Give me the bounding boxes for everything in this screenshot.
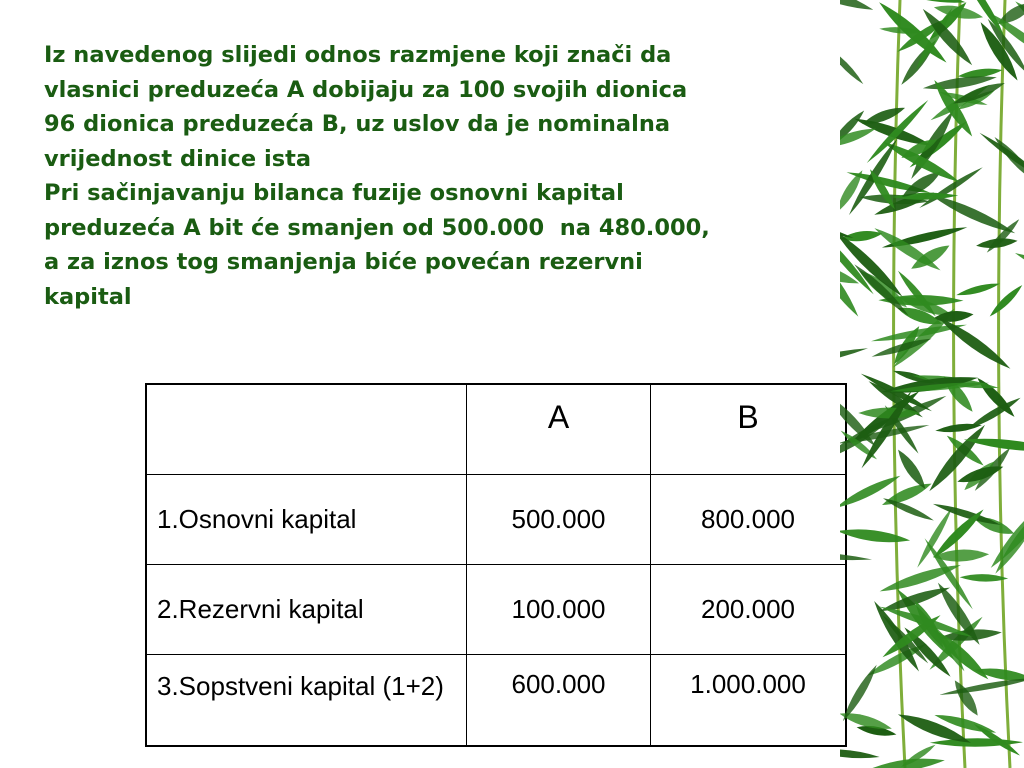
bamboo-leaf bbox=[897, 0, 966, 6]
heading-line: 96 dionica preduzeća B, uz uslov da je nominalna bbox=[44, 111, 671, 137]
heading-line: Pri sačinjavanju bilanca fuzije osnovni kapital bbox=[44, 180, 624, 206]
table-row bbox=[146, 564, 846, 654]
bamboo-leaf bbox=[872, 224, 944, 275]
bamboo-leaf bbox=[840, 0, 875, 15]
header-cell-b: B bbox=[651, 384, 847, 474]
value-a: 600.000 bbox=[467, 654, 651, 746]
bamboo-leaf bbox=[1013, 249, 1024, 291]
bamboo-leaf bbox=[950, 677, 982, 718]
heading-line: a za iznos tog smanjenja biće povećan rezervni bbox=[44, 249, 643, 275]
bamboo-leaf bbox=[840, 526, 911, 546]
row-label: 1.Osnovni kapital bbox=[146, 474, 467, 564]
header-cell-empty bbox=[146, 384, 467, 474]
row-label: 2.Rezervni kapital bbox=[146, 564, 467, 654]
value-b: 800.000 bbox=[651, 474, 847, 564]
table-header-row bbox=[146, 384, 846, 474]
heading-line: vrijednost dinice ista bbox=[44, 145, 312, 172]
bamboo-stem bbox=[999, 0, 1010, 768]
bamboo-leaf bbox=[840, 345, 869, 369]
bamboo-leaf bbox=[936, 313, 1014, 373]
bamboo-leaf bbox=[840, 472, 902, 512]
bamboo-leaf bbox=[840, 549, 872, 562]
bamboo-leaf bbox=[894, 447, 930, 492]
heading-line: kapital bbox=[44, 283, 132, 310]
row-label: 3.Sopstveni kapital (1+2) bbox=[146, 654, 467, 746]
value-b: 200.000 bbox=[651, 564, 847, 654]
bamboo-decoration bbox=[840, 0, 1024, 768]
bamboo-leaf bbox=[840, 747, 880, 761]
heading-line: preduzeća A bit će smanjen od 500.000 na 480.000, bbox=[44, 214, 710, 241]
value-a: 100.000 bbox=[467, 564, 651, 654]
value-b: 1.000.000 bbox=[651, 654, 847, 746]
bamboo-leaf bbox=[987, 283, 1024, 320]
slide-heading bbox=[44, 38, 874, 314]
heading-line: vlasnici preduzeća A dobijaju za 100 svojih dionica bbox=[44, 76, 688, 103]
table-row bbox=[146, 474, 846, 564]
heading-line: Iz navedenog slijedi odnos razmjene koji znači da bbox=[44, 42, 672, 68]
header-cell-a: A bbox=[467, 384, 651, 474]
bamboo-leaf bbox=[955, 280, 1000, 298]
value-a: 500.000 bbox=[467, 474, 651, 564]
bamboo-leaf bbox=[840, 663, 880, 724]
table-row bbox=[146, 654, 846, 746]
capital-table bbox=[145, 383, 847, 747]
bamboo-leaf bbox=[840, 45, 866, 86]
